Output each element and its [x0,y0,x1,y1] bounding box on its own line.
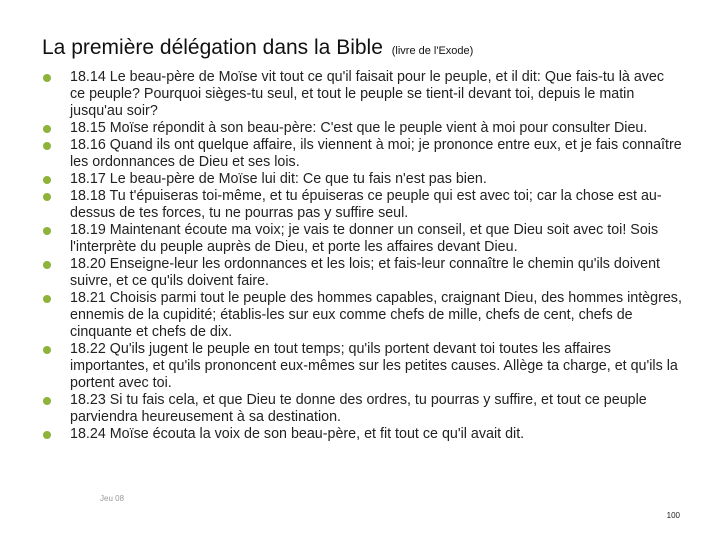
verse-text: 18.14 Le beau-père de Moïse vit tout ce qu'il faisait pour le peuple, et il dit: Que fais-tu là avec ce peuple? Pourquoi sièges-tu seul, et tout le peuple se tient-il devant toi, depuis le matin jusqu'au soir? [70,69,665,119]
bullet-dot-icon [43,431,51,439]
verse-text: 18.15 Moïse répondit à son beau-père: C'est que le peuple vient à moi pour consulter Dieu. [70,120,648,136]
bullet-dot-icon [43,261,51,269]
verse-list [42,69,682,443]
slide-title-subtitle: (livre de l'Exode) [391,45,474,57]
verse-text: 18.22 Qu'ils jugent le peuple en tout temps; qu'ils portent devant toi toutes les affaires importantes, et qu'ils prononcent eux-mêmes sur les petites causes. Allège ta charge, et qu'ils la portent avec toi. [70,341,678,391]
bullet-dot-icon [43,397,51,405]
verse-text: 18.24 Moïse écouta la voix de son beau-père, et fit tout ce qu'il avait dit. [70,426,525,442]
verse-text: 18.17 Le beau-père de Moïse lui dit: Ce que tu fais n'est pas bien. [70,171,487,187]
verse-item [42,222,682,256]
bullet-dot-icon [43,295,51,303]
bullet-dot-icon [43,125,51,133]
bullet-dot-icon [43,74,51,82]
verse-item [42,171,682,188]
verse-item [42,341,682,392]
verse-text: 18.16 Quand ils ont quelque affaire, ils viennent à moi; je prononce entre eux, et je fais connaître les ordonnances de Dieu et ses lois. [70,137,682,170]
verse-item [42,188,682,222]
overlay-label: Jeu 08 [100,494,125,503]
verse-item [42,256,682,290]
verse-item [42,120,682,137]
verse-text: 18.19 Maintenant écoute ma voix; je vais te donner un conseil, et que Dieu soit avec toi! Sois l'interprète du peuple auprès de Dieu, et porte les affaires devant Dieu. [70,222,659,255]
slide-title-main: La première délégation dans la Bible [42,36,383,59]
verse-item [42,137,682,171]
bullet-dot-icon [43,346,51,354]
page-number: 100 [666,511,680,520]
verse-item [42,392,682,426]
bullet-dot-icon [43,193,51,201]
verse-item [42,69,682,120]
verse-text: 18.20 Enseigne-leur les ordonnances et les lois; et fais-leur connaître le chemin qu'ils doivent suivre, et ce qu'ils doivent faire. [70,256,661,289]
verse-item [42,290,682,341]
verse-text: 18.21 Choisis parmi tout le peuple des hommes capables, craignant Dieu, des hommes intègres, ennemis de la cupidité; établis-les sur eux comme chefs de mille, chefs de cent, chefs de cinquante et chefs de dix. [70,290,682,340]
verse-text: 18.23 Si tu fais cela, et que Dieu te donne des ordres, tu pourras y suffire, et tout ce peuple parviendra heureusement à sa destination. [70,392,647,425]
bullet-dot-icon [43,176,51,184]
bullet-dot-icon [43,227,51,235]
slide-title [42,36,473,60]
verse-item [42,426,682,443]
verse-text: 18.18 Tu t'épuiseras toi-même, et tu épuiseras ce peuple qui est avec toi; car la chose est au-dessus de tes forces, tu ne pourras pas y suffire seul. [70,188,662,221]
bullet-dot-icon [43,142,51,150]
